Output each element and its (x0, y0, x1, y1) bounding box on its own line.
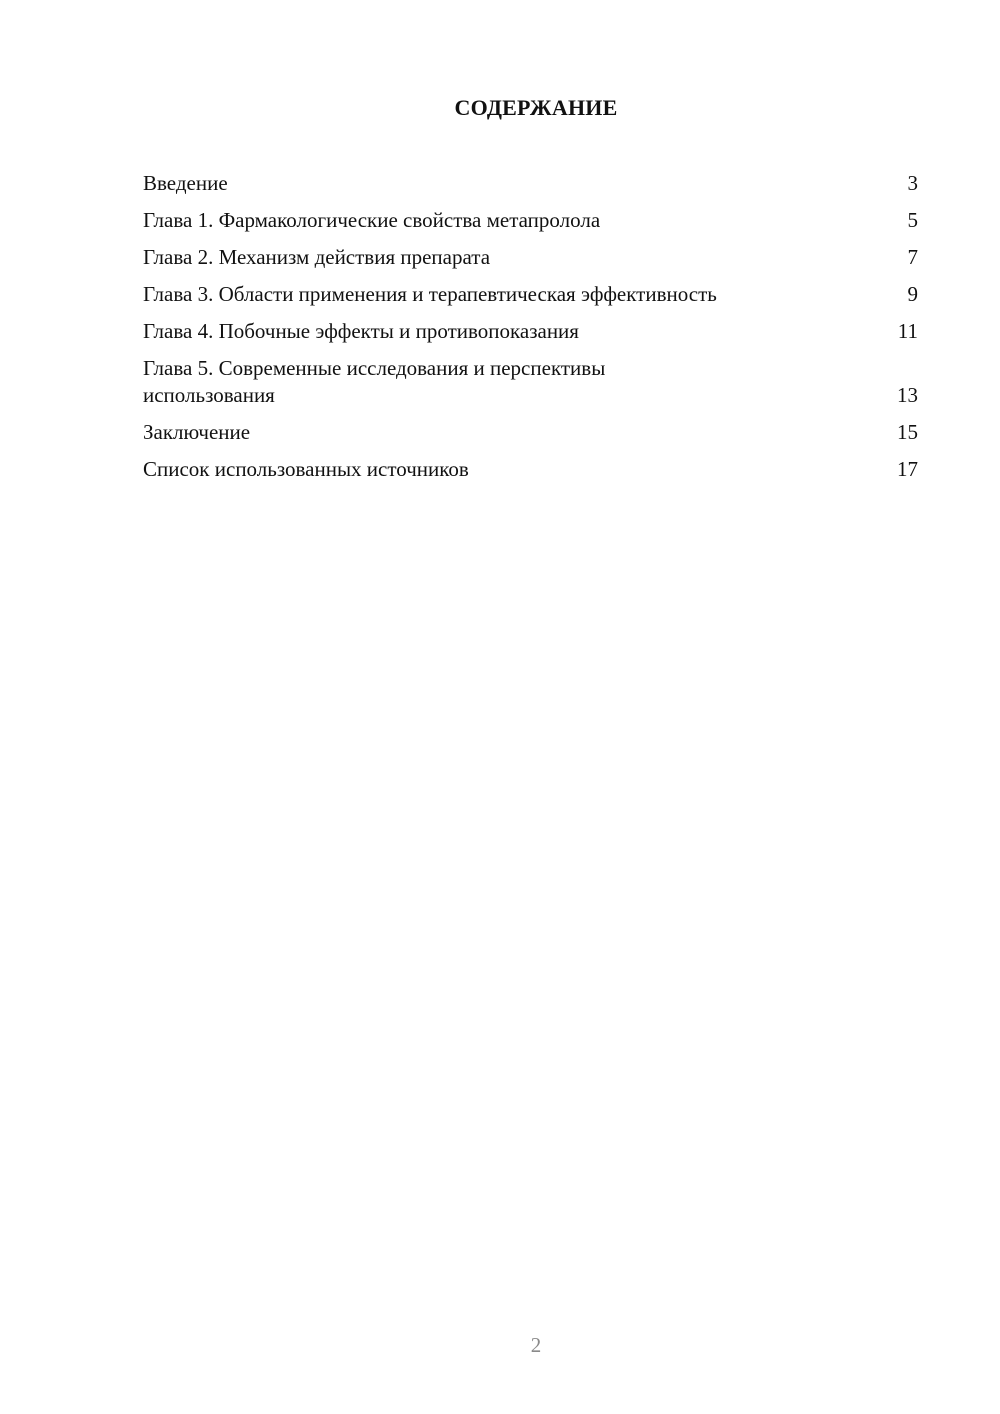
toc-entry-title: Глава 5. Современные исследования и перспективы использования (143, 356, 606, 407)
toc-entry-title: Глава 1. Фармакологические свойства метапролола (143, 208, 601, 232)
table-of-contents (143, 170, 918, 493)
toc-entry-references (143, 456, 918, 483)
toc-entry-chapter-4 (143, 318, 918, 345)
toc-entry-introduction (143, 170, 918, 197)
toc-entry-page: 17 (897, 457, 918, 481)
toc-heading: СОДЕРЖАНИЕ (454, 95, 618, 120)
toc-entry-title: Глава 4. Побочные эффекты и противопоказания (143, 319, 579, 343)
toc-entry-title: Глава 3. Области применения и терапевтическая эффективность (143, 282, 717, 306)
toc-entry-title: Глава 2. Механизм действия препарата (143, 245, 491, 269)
toc-entry-title: Введение (143, 171, 228, 195)
toc-entry-page: 9 (907, 282, 918, 306)
toc-entry-title: Заключение (143, 420, 251, 444)
page-number: 2 (530, 1333, 542, 1357)
toc-entry-page: 3 (907, 171, 918, 195)
toc-entry-page: 11 (897, 319, 918, 343)
toc-entry-chapter-3 (143, 281, 918, 308)
toc-entry-chapter-2 (143, 244, 918, 271)
toc-entry-chapter-1 (143, 207, 918, 234)
toc-entry-page: 15 (897, 420, 918, 444)
toc-entry-page: 7 (907, 245, 918, 269)
toc-entry-page: 13 (897, 383, 918, 407)
toc-entry-conclusion (143, 419, 918, 446)
toc-entry-title: Список использованных источников (143, 457, 469, 481)
toc-entry-chapter-5 (143, 355, 918, 409)
toc-entry-page: 5 (907, 208, 918, 232)
